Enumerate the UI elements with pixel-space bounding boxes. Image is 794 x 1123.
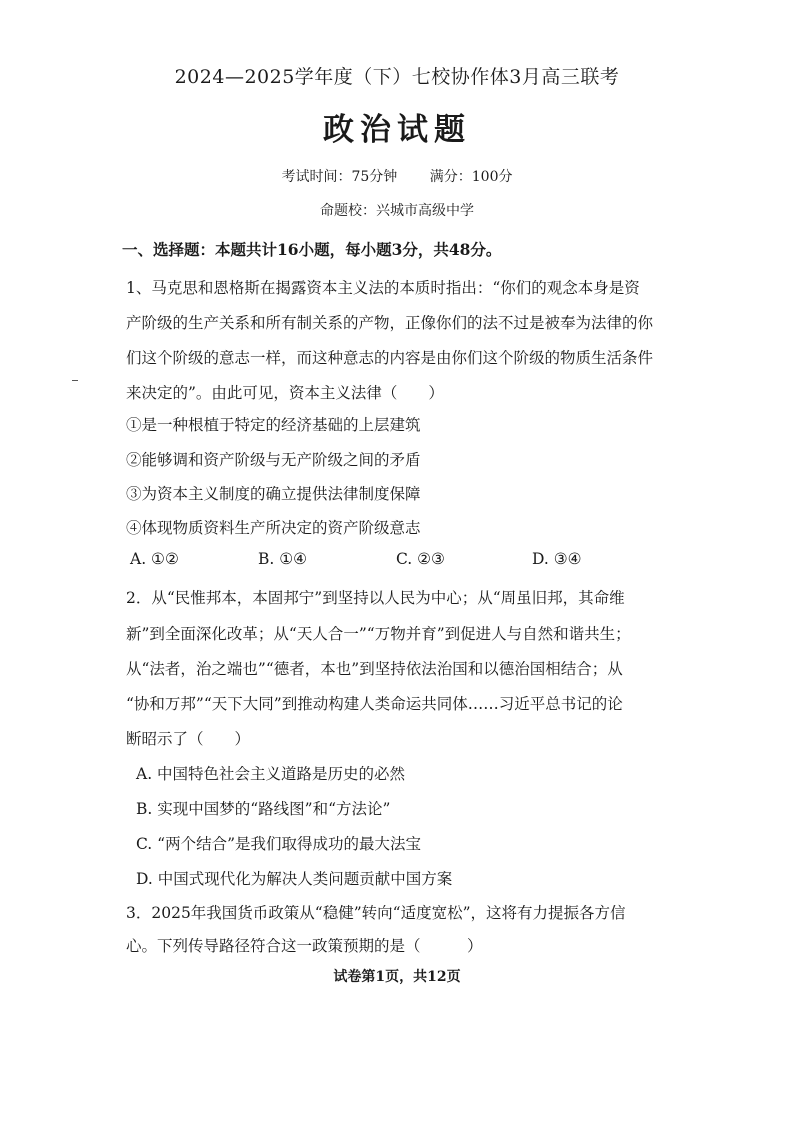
section-heading: 一、选择题：本题共计16小题，每小题3分，共48分。 <box>122 240 502 259</box>
exam-title: 2024—2025学年度（下）七校协作体3月高三联考 <box>174 66 620 88</box>
q1-statement: ③为资本主义制度的确立提供法律制度保障 <box>126 485 421 503</box>
q1-stem-line: 1、马克思和恩格斯在揭露资本主义法的本质时指出：“你们的观念本身是资 <box>126 279 640 297</box>
q1-statement: ①是一种根植于特定的经济基础的上层建筑 <box>126 416 421 434</box>
q1-option-c[interactable]: C. ②③ <box>396 550 445 568</box>
q2-option-b[interactable]: B. 实现中国梦的“路线图”和“方法论” <box>136 800 391 818</box>
subject-title: 政治试题 <box>323 112 471 148</box>
full-score: 满分：100分 <box>429 169 513 185</box>
exam-time: 考试时间：75分钟 <box>281 169 398 185</box>
q2-stem-line: 断昭示了（ ） <box>126 730 251 748</box>
q1-stem-line: 产阶级的生产关系和所有制关系的产物，正像你们的法不过是被奉为法律的你 <box>126 314 654 332</box>
q2-option-d[interactable]: D. 中国式现代化为解决人类问题贡献中国方案 <box>136 870 453 888</box>
q2-stem-line: “协和万邦”“天下大同”到推动构建人类命运共同体……习近平总书记的论 <box>126 695 623 713</box>
q3-stem-line: 心。下列传导路径符合这一政策预期的是（ ） <box>126 937 483 955</box>
q1-option-a[interactable]: A. ①② <box>130 550 179 568</box>
q1-stem-line: 们这个阶级的意志一样，而这种意志的内容是由你们这个阶级的物质生活条件 <box>126 349 654 367</box>
q2-stem-line: 新”到全面深化改革；从“天人合一”“万物并育”到促进人与自然和谐共生； <box>126 625 631 643</box>
q2-stem-line: 从“法者，治之端也”“德者，本也”到坚持依法治国和以德治国相结合；从 <box>126 660 623 678</box>
q1-statement: ②能够调和资产阶级与无产阶级之间的矛盾 <box>126 451 421 469</box>
q2-stem-line: 2．从“民惟邦本，本固邦宁”到坚持以人民为中心；从“周虽旧邦，其命维 <box>126 589 625 607</box>
q1-option-d[interactable]: D. ③④ <box>532 550 582 568</box>
exam-meta <box>0 166 794 186</box>
q2-option-c[interactable]: C. “两个结合”是我们取得成功的最大法宝 <box>136 835 422 853</box>
page-footer: 试卷第1页，共12页 <box>333 969 461 985</box>
scan-mark <box>72 380 78 381</box>
q1-stem-line: 来决定的”。由此可见，资本主义法律（ ） <box>126 384 444 402</box>
q1-statement: ④体现物质资料生产所决定的资产阶级意志 <box>126 519 421 537</box>
setting-school: 命题校：兴城市高级中学 <box>320 203 474 219</box>
q2-option-a[interactable]: A. 中国特色社会主义道路是历史的必然 <box>136 765 406 783</box>
q3-stem-line: 3．2025年我国货币政策从“稳健”转向“适度宽松”，这将有力提振各方信 <box>126 904 626 922</box>
q1-option-b[interactable]: B. ①④ <box>258 550 308 568</box>
